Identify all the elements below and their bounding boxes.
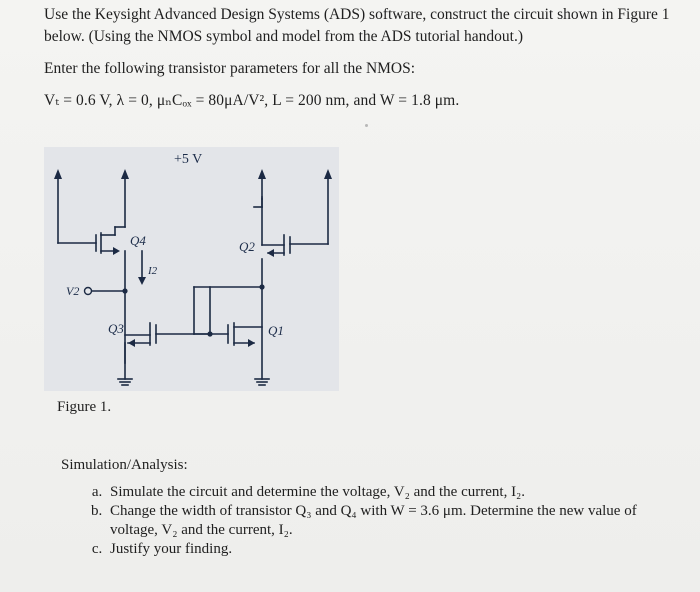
task-item-a: a. Simulate the circuit and determine the voltage, V₂ and the current, I₂. (106, 483, 681, 502)
intro-parameters-heading: Enter the following transistor parameters for all the NMOS: (44, 60, 416, 77)
q4-arrow (113, 247, 120, 255)
q1-drain-junction (259, 284, 264, 289)
simulation-section (61, 456, 681, 559)
q1-arrow (248, 339, 255, 347)
q3-label: Q3 (108, 321, 124, 336)
q1-label: Q1 (268, 323, 284, 338)
task-item-c: c. Justify your finding. (106, 540, 681, 559)
arrow-q2-drain (258, 169, 266, 179)
circuit-diagram (44, 147, 339, 391)
arrow-left-out (54, 169, 62, 179)
gate-junction (207, 331, 212, 336)
intro-instruction: Use the Keysight Advanced Design Systems (ADS) software, construct the circuit shown in Figure 1 below. (Using the NMOS symbol and model from the ADS tutorial handout.) (44, 6, 670, 45)
figure-caption: Figure 1. (57, 399, 112, 415)
task-item-b: b. Change the width of transistor Q₃ and Q₄ with W = 3.6 μm. Determine the new value of voltage, V₂ and the current, I₂. (106, 502, 681, 540)
i2-label: I2 (148, 265, 158, 277)
q2-label: Q2 (239, 239, 255, 254)
q4-label: Q4 (130, 233, 146, 248)
q3-arrow (128, 339, 135, 347)
supply-label: +5 V (174, 152, 203, 167)
arrow-right-out (324, 169, 332, 179)
arrow-q4-drain (121, 169, 129, 179)
i2-arrow-head (138, 277, 146, 285)
figure-1-circuit (44, 147, 339, 391)
problem-statement (44, 4, 674, 112)
v2-junction (122, 288, 127, 293)
v2-terminal (85, 288, 92, 295)
q2-arrow (267, 249, 274, 257)
page-speck (365, 124, 368, 127)
transistor-parameters: Vₜ = 0.6 V, λ = 0, μₙCₒₓ = 80μA/V², L = 200 nm, and W = 1.8 μm. (44, 92, 460, 109)
v2-label: V2 (66, 284, 80, 298)
simulation-task-list (61, 483, 681, 559)
simulation-title: Simulation/Analysis: (61, 457, 188, 473)
